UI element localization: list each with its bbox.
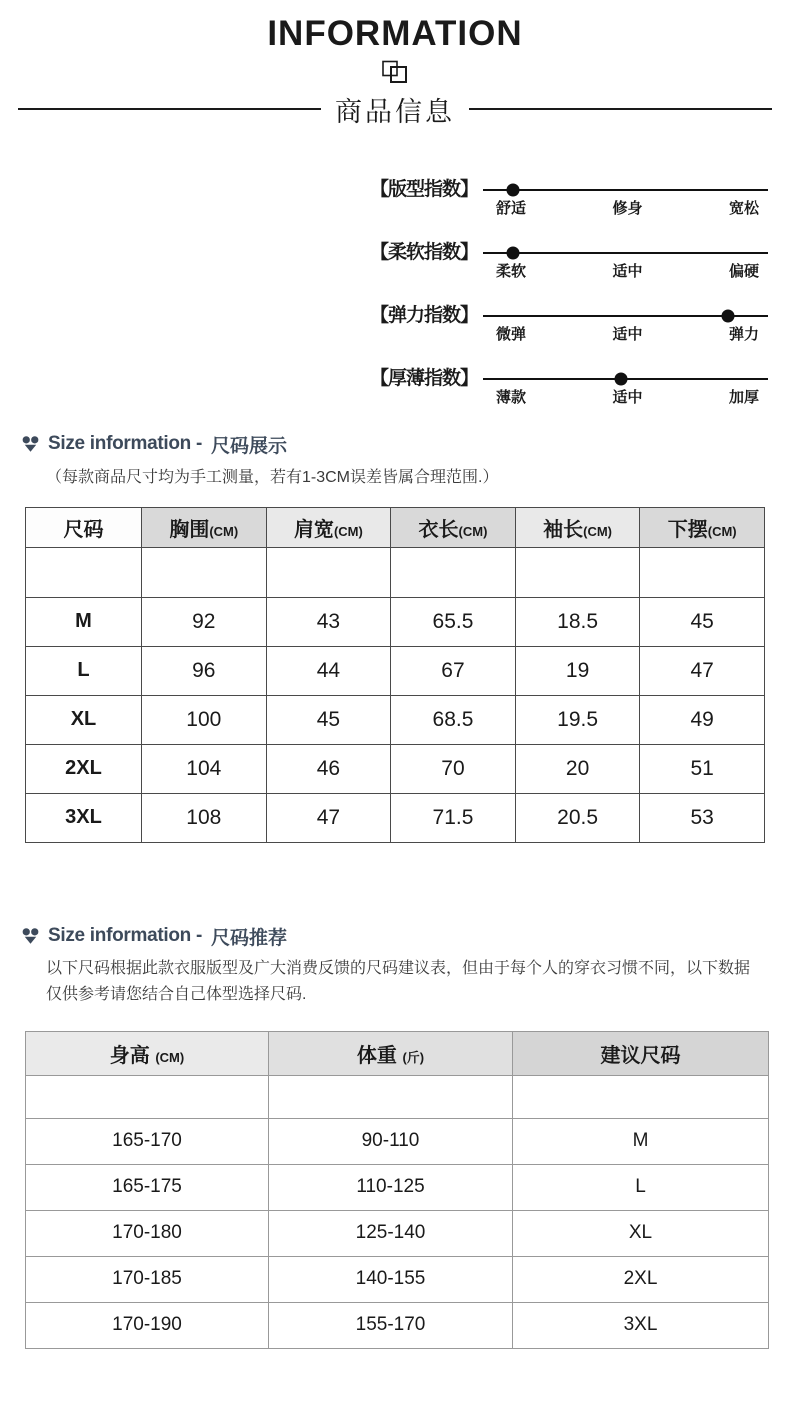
cell-length: 71.5 [391,793,516,842]
scale-ruler [483,368,768,407]
cell-chest: 104 [142,744,267,793]
scale-mark-mid: 修身 [612,199,643,217]
cell-hem: 49 [640,695,765,744]
header-cell-chest [142,507,267,547]
table-row-2xl [26,744,765,793]
empty-cell [142,547,267,597]
cell-sleeve: 19.5 [515,695,640,744]
cell-shoulder: 44 [266,646,391,695]
empty-cell [513,1075,769,1118]
subtitle-divider [0,90,790,129]
header-unit: (CM) [333,523,363,539]
scale-dot [506,183,519,196]
scale-ruler [483,179,768,218]
scale-mark-mid: 适中 [612,262,643,280]
clover-icon [22,436,39,452]
heading-cn: 尺码推荐 [211,927,288,949]
scale-mark-left: 薄款 [496,388,527,406]
cell-shoulder: 43 [266,597,391,646]
divider-line-right [469,108,772,110]
cell-size: M [26,597,142,646]
header-cell-length [391,507,516,547]
cell-suggested: XL [513,1210,769,1256]
header-cell-sleeve [515,507,640,547]
scale-row-thickness [370,368,768,407]
empty-cell [515,547,640,597]
header-unit: (CM) [707,523,737,539]
page-subtitle: 商品信息 [335,96,455,127]
empty-cell [26,547,142,597]
empty-cell [266,547,391,597]
header-cell-shoulder [266,507,391,547]
header-unit: (CM) [583,523,613,539]
cell-shoulder: 47 [266,793,391,842]
recommend-row-2xl [26,1256,769,1302]
cell-shoulder: 46 [266,744,391,793]
scale-mark-left: 微弹 [496,325,527,343]
size-table [25,507,765,843]
size-display-heading [22,431,790,458]
page-title: INFORMATION [267,14,523,53]
cell-chest: 100 [142,695,267,744]
scale-line [483,378,768,380]
header-cell-hem [640,507,765,547]
header-label: 胸围 [169,518,210,541]
cell-chest: 108 [142,793,267,842]
scale-label: 【弹力指数】 [370,304,479,326]
scale-mark-left: 柔软 [496,262,527,280]
header-cell-size [26,507,142,547]
recommend-row-xl [26,1210,769,1256]
cell-sleeve: 20 [515,744,640,793]
spacer-row [26,1075,769,1118]
cell-hem: 47 [640,646,765,695]
heading-en: Size information - [48,925,202,947]
cell-size: L [26,646,142,695]
table-row-m [26,597,765,646]
header-label: 尺码 [63,518,104,541]
cell-suggested: 3XL [513,1302,769,1348]
empty-cell [391,547,516,597]
scale-marks [483,380,768,407]
heading-en: Size information - [48,433,202,455]
cell-hem: 53 [640,793,765,842]
cell-suggested: 2XL [513,1256,769,1302]
header-label: 肩宽 [293,518,334,541]
recommend-table [25,1031,769,1349]
scale-mark-right: 加厚 [728,388,759,406]
header-unit: (CM) [209,523,239,539]
clover-icon [22,928,39,944]
table-row-l [26,646,765,695]
table-row-xl [26,695,765,744]
header-cell-weight [269,1031,513,1075]
header-label: 身高 [109,1044,150,1067]
scale-dot [722,309,735,322]
recommend-row-3xl [26,1302,769,1348]
scale-marks [483,254,768,281]
scale-row-elasticity [370,305,768,344]
scale-mark-mid: 适中 [612,325,643,343]
scale-dot [506,246,519,259]
cell-height: 170-190 [26,1302,269,1348]
scale-label: 【柔软指数】 [370,241,479,263]
cell-weight: 155-170 [269,1302,513,1348]
header-cell-height [26,1031,269,1075]
cell-weight: 140-155 [269,1256,513,1302]
cell-length: 70 [391,744,516,793]
empty-cell [640,547,765,597]
divider-line-left [18,108,321,110]
header-unit: (CM) [155,1049,185,1065]
cell-weight: 90-110 [269,1118,513,1164]
cell-sleeve: 18.5 [515,597,640,646]
heading-cn: 尺码展示 [211,435,288,457]
cell-height: 165-170 [26,1118,269,1164]
cell-hem: 45 [640,597,765,646]
recommend-row-m [26,1118,769,1164]
cell-sleeve: 20.5 [515,793,640,842]
cell-height: 170-180 [26,1210,269,1256]
header-label: 袖长 [543,518,584,541]
scale-mark-left: 舒适 [496,199,527,217]
header-label: 体重 [356,1044,397,1067]
cell-shoulder: 45 [266,695,391,744]
header-label: 建议尺码 [600,1044,681,1067]
scale-label: 【版型指数】 [370,178,479,200]
scale-mark-right: 偏硬 [728,262,759,280]
scale-ruler [483,305,768,344]
header-unit: (斤) [402,1049,425,1065]
recommend-header-row [26,1031,769,1075]
scale-label: 【厚薄指数】 [370,367,479,389]
scale-mark-right: 弹力 [728,325,759,343]
empty-cell [26,1075,269,1118]
size-recommend-heading [22,923,790,950]
cell-size: 3XL [26,793,142,842]
header-label: 下摆 [667,518,708,541]
cell-weight: 110-125 [269,1164,513,1210]
scale-marks [483,191,768,218]
cell-sleeve: 19 [515,646,640,695]
size-table-header-row [26,507,765,547]
cell-size: XL [26,695,142,744]
scale-ruler [483,242,768,281]
empty-cell [269,1075,513,1118]
cell-length: 65.5 [391,597,516,646]
scale-line [483,315,768,317]
scale-line [483,252,768,254]
spacer-row [26,547,765,597]
cell-size: 2XL [26,744,142,793]
cell-height: 165-175 [26,1164,269,1210]
cell-length: 67 [391,646,516,695]
scale-line [483,189,768,191]
cell-height: 170-185 [26,1256,269,1302]
scale-mark-mid: 适中 [612,388,643,406]
overlapping-squares-icon [381,60,409,84]
scale-row-fit [370,179,768,218]
cell-weight: 125-140 [269,1210,513,1256]
size-recommend-note: 以下尺码根据此款衣服版型及广大消费反馈的尺码建议表，但由于每个人的穿衣习惯不同，以下数据仅供参考请您结合自己体型选择尺码. [46,959,751,1004]
scale-row-softness [370,242,768,281]
header-unit: (CM) [458,523,488,539]
product-info-page [0,16,790,1424]
header-label: 衣长 [418,518,459,541]
table-row-3xl [26,793,765,842]
index-scales-section [370,179,768,407]
size-display-note: （每款商品尺寸均为手工测量，若有1-3CM误差皆属合理范围.） [46,468,499,486]
cell-hem: 51 [640,744,765,793]
cell-chest: 92 [142,597,267,646]
cell-chest: 96 [142,646,267,695]
recommend-row-l [26,1164,769,1210]
cell-suggested: M [513,1118,769,1164]
cell-suggested: L [513,1164,769,1210]
scale-mark-right: 宽松 [728,199,759,217]
cell-length: 68.5 [391,695,516,744]
header-cell-suggested-size [513,1031,769,1075]
scale-dot [615,372,628,385]
